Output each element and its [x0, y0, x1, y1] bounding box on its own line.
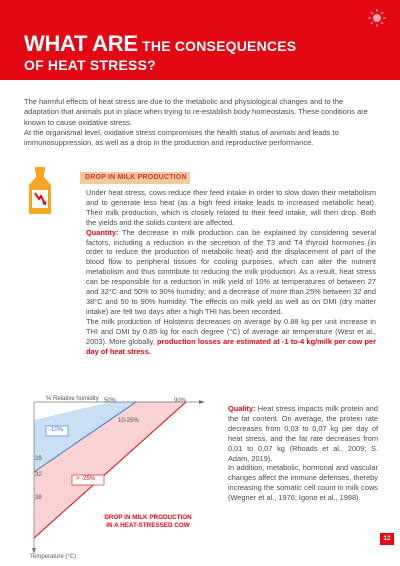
milk-production-text [86, 188, 376, 356]
figure-caption-line-1: DROP IN MILK PRODUCTION [104, 514, 192, 521]
humidity-tick-90: 90% [174, 398, 187, 404]
label-25: > -25% [76, 476, 96, 482]
x-axis-label: Temperature (°C) [30, 554, 77, 560]
section-tag-drop-in-milk: DROP IN MILK PRODUCTION [80, 172, 190, 184]
page-number: 12 [380, 533, 394, 545]
quality-body: Heat stress impacts milk protein and the fat content. On average, the protein rate decreases from 0,03 to 0,07 kg per day of heat stress, and the fat rate decreases from 0,01 to 0,07 kg (Rhoads et al., 2009; S. Adam, 2019). [228, 404, 378, 463]
milk-bottle-down-icon [26, 166, 54, 216]
milk-paragraph-2 [86, 228, 376, 317]
label-10: -10% [49, 427, 64, 433]
page-title [24, 31, 297, 75]
intro-paragraph-1: The harmful effects of heat stress are due to the metabolic and physiological changes and to the adaptation that animals put in place when trying to re-establish body homeostasis. These conditions are known to cause oxidative stress. [24, 97, 368, 127]
production-loss-highlight: production losses are estimated at -1 to-4 kg/milk per cow per day of heat stress. [86, 336, 376, 356]
top-axis-arrow [199, 400, 205, 404]
title-heat-stress: OF HEAT STRESS? [24, 57, 156, 73]
figure-caption-line-2: IN A HEAT-STRESSED COW [106, 522, 190, 529]
intro-paragraph-2: At the organismal level, oxidative stress compromises the health status of animals and leads to immunosuppression, as well as a drop in the production and reproductive performance. [24, 127, 339, 148]
temp-tick-28: 28 [35, 456, 42, 462]
quantity-text: The decrease in milk production can be explained by considering several factors, including a reduction in the secretion of the T3 and T4 thyroid hormones (in order to reduce the production of metabolic heat) and the displacement of part of the blood flow to peripheral tissues for cooling purposes, which can alter the nutrient metabolism and thus contribute to reducing the milk production. As a result, heat stress can be responsible for a reduction in milk yield of 10% at temperatures of between 27 and 32°C and 50% to 90% humidity; and a decrease of more than 25% between 32 and 38°C and 50 to 90% humidity. The effects on milk yield as well as on DMI (dry matter intake) are felt two days after a high THI has been recorded. [86, 227, 376, 316]
quantity-label: Quantity: [86, 227, 119, 237]
title-consequences: THE CONSEQUENCES [142, 38, 297, 54]
temp-tick-32: 32 [35, 472, 42, 478]
milk-paragraph-1: Under heat stress, cows reduce their feed intake in order to slow down their metabolism and to generate less heat (as a high feed intake leads to increased metabolic heat). Their milk production, which is closely related to their feed intake, will then drop. Both the yields and the solids content are affected. [86, 188, 376, 227]
temp-tick-38: 38 [35, 495, 42, 501]
page-header [0, 0, 400, 80]
quality-label: Quality: [228, 404, 256, 413]
brand-logo-icon [362, 8, 392, 28]
intro-text [24, 97, 380, 148]
figure-caption [88, 514, 208, 530]
band-label: 10-25% [118, 418, 139, 424]
quality-paragraph [228, 404, 378, 463]
humidity-tick-50: 50% [104, 398, 117, 404]
milk-paragraph-3 [86, 317, 376, 357]
title-what-are: WHAT ARE [24, 31, 138, 56]
immune-paragraph: In addition, metabolic, hormonal and vascular changes affect the immune defenses, thereby increasing the somatic cell count in milk cows (Wegner et al., 1976; Igono et al., 1988). [228, 463, 378, 503]
quality-text [228, 404, 378, 503]
y-axis-label: % Relative humidity [46, 396, 99, 402]
holstein-text: The milk production of Holsteins decreases on average by 0.88 kg per unit increase in THI and DMI by 0.85 kg for each degree (°C) of average air temperature (West et al., 2003). More globally, [86, 316, 376, 346]
